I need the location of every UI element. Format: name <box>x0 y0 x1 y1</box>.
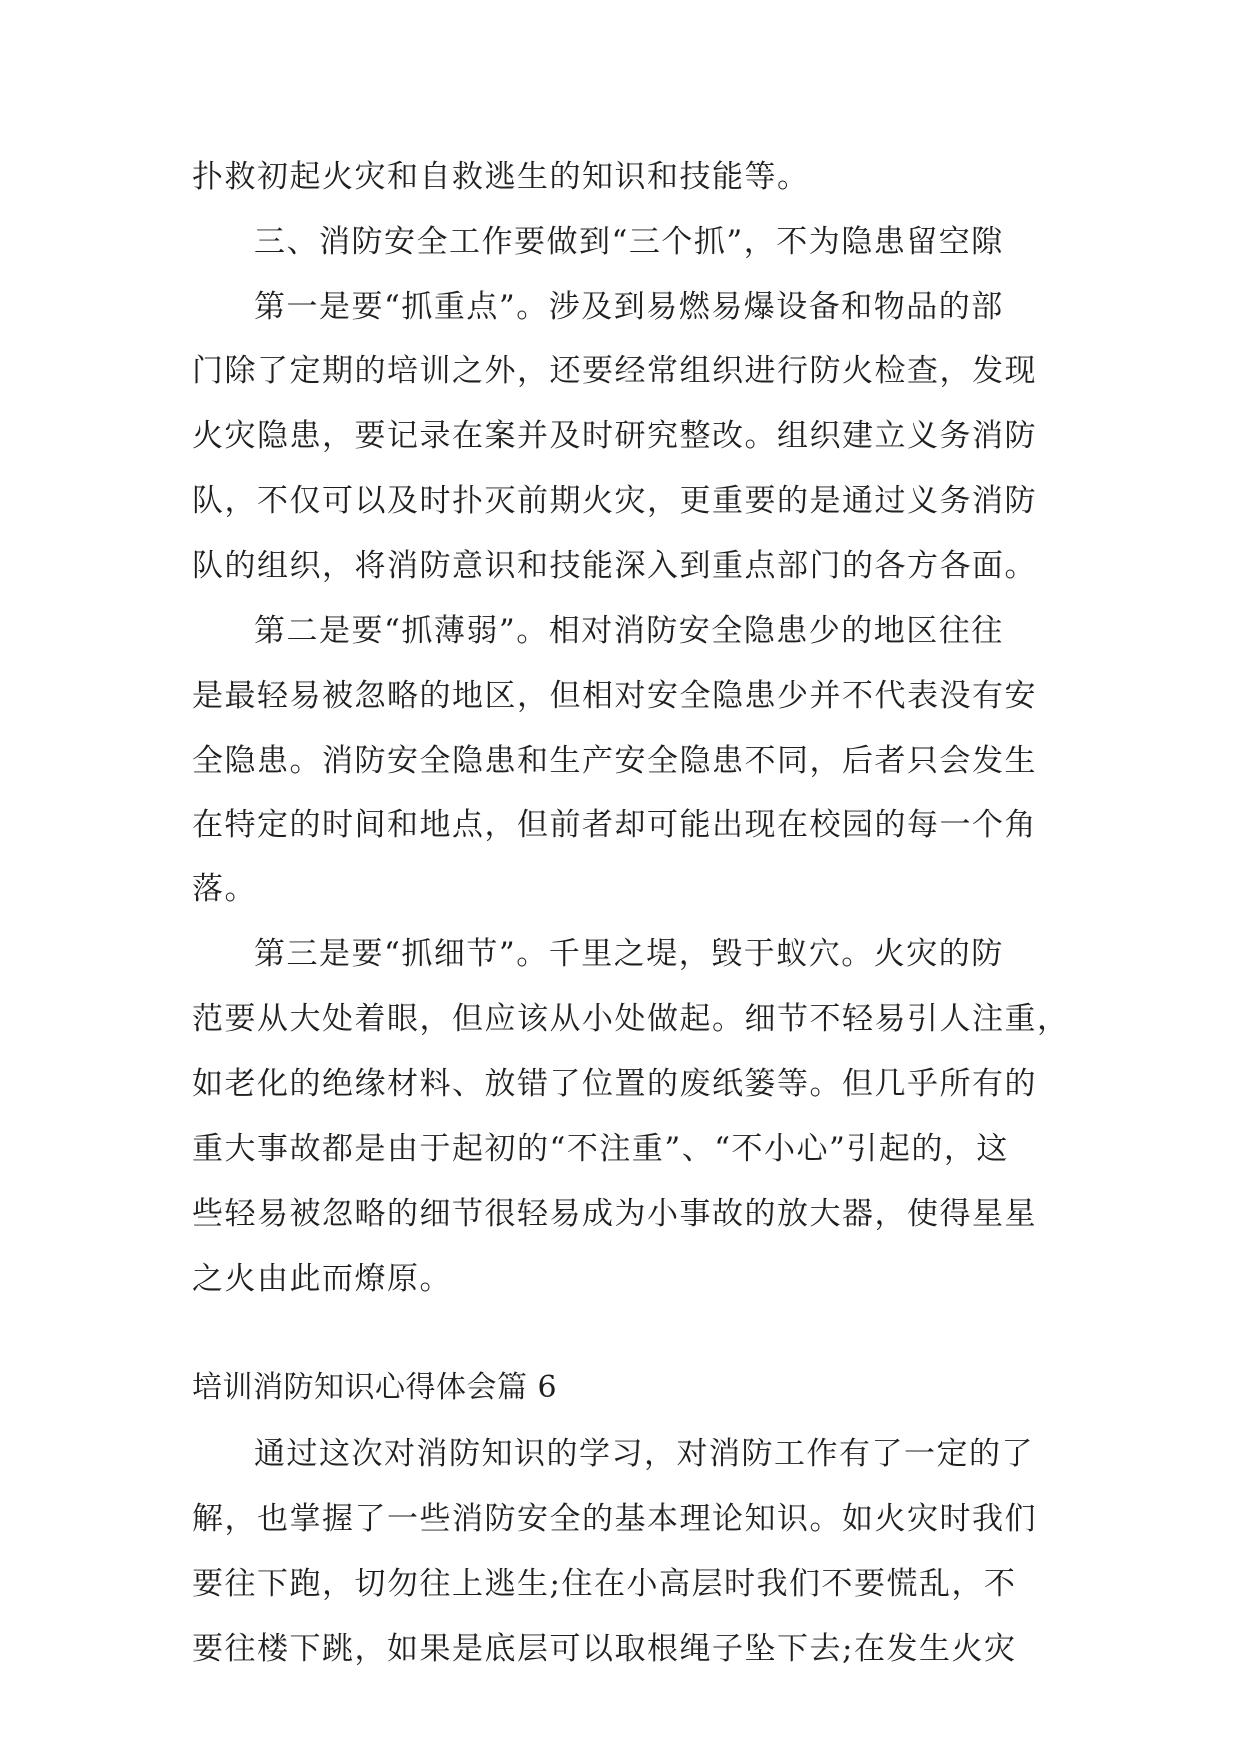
text-line: 门除了定期的培训之外，还要经常组织进行防火检查，发现 <box>192 353 1037 389</box>
text-line: 第三是要“抓细节”。千里之堤，毁于蚁穴。火灾的防 <box>254 936 1004 972</box>
text-line: 范要从大处着眼，但应该从小处做起。细节不轻易引人注重， <box>192 1001 1070 1037</box>
text-line: 落。 <box>192 871 257 907</box>
text-line: 通过这次对消防知识的学习，对消防工作有了一定的了 <box>254 1436 1034 1472</box>
text-line: 重大事故都是由于起初的“不注重”、“不小心”引起的，这 <box>192 1131 1009 1167</box>
text-line: 火灾隐患，要记录在案并及时研究整改。组织建立义务消防 <box>192 418 1037 454</box>
text-line: 队，不仅可以及时扑灭前期火灾，更重要的是通过义务消防 <box>192 483 1037 519</box>
text-line: 全隐患。消防安全隐患和生产安全隐患不同，后者只会发生 <box>192 743 1037 779</box>
text-line: 扑救初起火灾和自救逃生的知识和技能等。 <box>192 159 810 195</box>
text-line: 第一是要“抓重点”。涉及到易燃易爆设备和物品的部 <box>254 289 1004 325</box>
text-line: 队的组织，将消防意识和技能深入到重点部门的各方各面。 <box>192 548 1037 584</box>
text-line: 之火由此而燎原。 <box>192 1261 452 1297</box>
text-line: 要往楼下跳，如果是底层可以取根绳子坠下去;在发生火灾 <box>192 1631 1017 1667</box>
text-line: 解，也掌握了一些消防安全的基本理论知识。如火灾时我们 <box>192 1501 1037 1537</box>
chapter-title: 培训消防知识心得体会篇 6 <box>192 1370 558 1405</box>
section-heading: 三、消防安全工作要做到“三个抓”，不为隐患留空隙 <box>254 224 1004 260</box>
text-line: 是最轻易被忽略的地区，但相对安全隐患少并不代表没有安 <box>192 678 1037 714</box>
text-line: 些轻易被忽略的细节很轻易成为小事故的放大器，使得星星 <box>192 1196 1037 1232</box>
text-line: 在特定的时间和地点，但前者却可能出现在校园的每一个角 <box>192 807 1037 843</box>
text-line: 如老化的绝缘材料、放错了位置的废纸篓等。但几乎所有的 <box>192 1066 1037 1102</box>
text-line: 第二是要“抓薄弱”。相对消防安全隐患少的地区往往 <box>254 613 1004 649</box>
text-line: 要往下跑，切勿往上逃生;住在小高层时我们不要慌乱，不 <box>192 1566 1017 1602</box>
